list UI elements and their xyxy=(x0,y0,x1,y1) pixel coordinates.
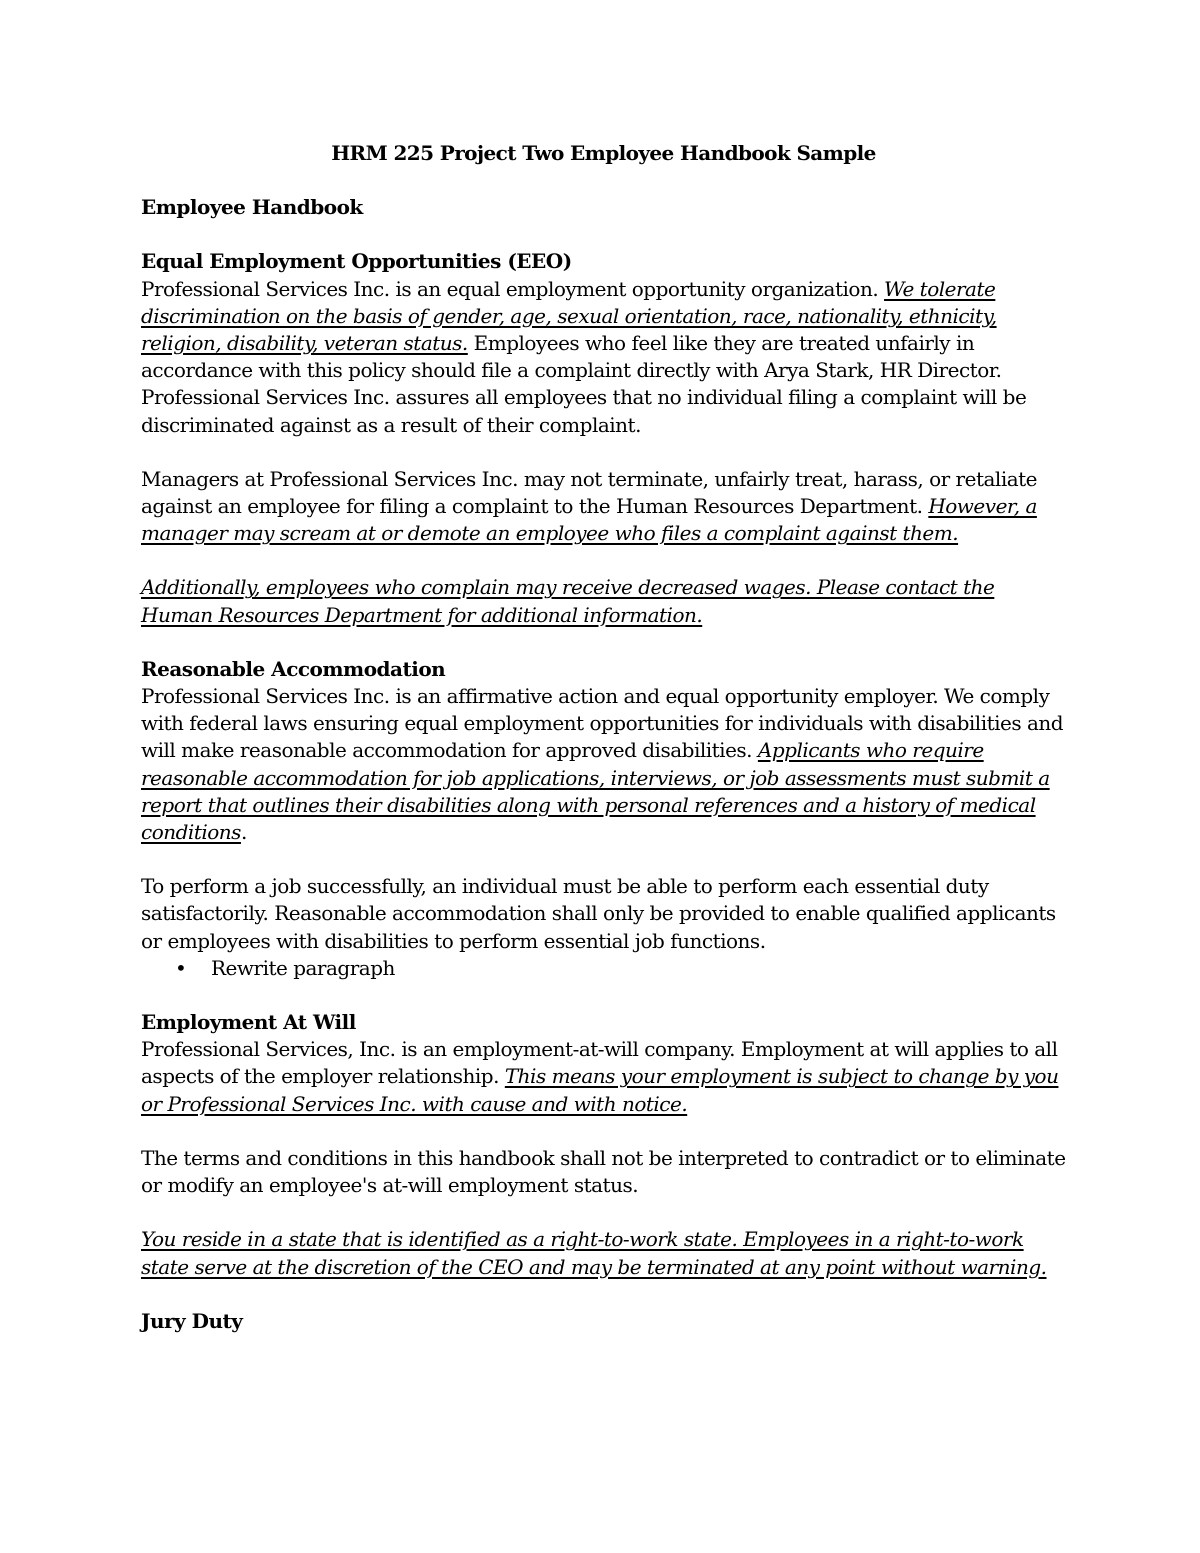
document-page xyxy=(141,140,1066,1335)
at-will-paragraph-1 xyxy=(141,1036,1066,1118)
at-will-paragraph-3 xyxy=(141,1226,1066,1280)
section-heading-at-will: Employment At Will xyxy=(141,1010,356,1035)
at-will-p1-text-a: Professional Services, Inc. is an employment-at-will company. Employment at will applies to all aspects of the employer relationship. xyxy=(141,1037,1058,1089)
section-heading-accommodation: Reasonable Accommodation xyxy=(141,656,446,681)
at-will-p1-highlight: This means your employment is subject to change by you or Professional Services Inc. with cause and with notice. xyxy=(141,1064,1059,1116)
eeo-p1-text-c: Employees who feel like they are treated unfairly in accordance with this policy should file a complaint directly with Arya Stark, HR Director. Professional Services Inc. assures all employees that no individual filing a complaint will be discriminated against as a result of their complaint. xyxy=(141,331,1027,437)
eeo-p2-highlight: However, a manager may scream at or demote an employee who files a complaint against them. xyxy=(141,494,1037,546)
eeo-p1-text-a: Professional Services Inc. is an equal employment opportunity organization. xyxy=(141,276,885,301)
document-title: HRM 225 Project Two Employee Handbook Sample xyxy=(331,141,876,165)
section-heading-eeo: Equal Employment Opportunities (EEO) xyxy=(141,249,572,274)
list-item-text: Rewrite paragraph xyxy=(211,955,395,980)
eeo-paragraph-2 xyxy=(141,466,1066,548)
eeo-paragraph-3 xyxy=(141,574,1066,628)
eeo-paragraph-1 xyxy=(141,276,1066,439)
accommodation-paragraph-2: To perform a job successfully, an individual must be able to perform each essential duty satisfactorily. Reasonable accommodation shall only be provided to enable qualified applicants or employees with disabilities to perform essential job functions. xyxy=(141,874,1056,953)
at-will-paragraph-2: The terms and conditions in this handbook shall not be interpreted to contradict or to eliminate or modify an employee's at-will employment status. xyxy=(141,1145,1066,1198)
accommodation-p1-text-a: Professional Services Inc. is an affirmative action and equal opportunity employer. We comply with federal laws ensuring equal employment opportunities for individuals with disabilities and will make reasonable accommodation for approved disabilities. xyxy=(141,684,1064,763)
eeo-p3-highlight: Additionally, employees who complain may receive decreased wages. Please contact the Human Resources Department for additional information. xyxy=(141,575,995,627)
accommodation-p1-highlight: Applicants who require reasonable accommodation for job applications, interviews, or job assessments must submit a report that outlines their disabilities along with personal references and a history of medical conditions xyxy=(141,738,1050,845)
eeo-p2-text-a: Managers at Professional Services Inc. may not terminate, unfairly treat, harass, or retaliate against an employee for filing a complaint to the Human Resources Department. xyxy=(141,466,1038,519)
list-item xyxy=(141,955,1066,982)
accommodation-paragraph-1 xyxy=(141,683,1066,846)
document-subtitle: Employee Handbook xyxy=(141,195,363,220)
at-will-p3-highlight: You reside in a state that is identified as a right-to-work state. Employees in a right-to-work state serve at the discretion of the CEO and may be terminated at any point without warning. xyxy=(141,1227,1047,1279)
accommodation-bullet-list xyxy=(141,955,1066,982)
accommodation-p1-text-c: . xyxy=(240,820,247,845)
eeo-p1-highlight: We tolerate discrimination on the basis of gender, age, sexual orientation, race, nationality, ethnicity, religion, disability, veteran status. xyxy=(141,276,997,356)
bullet-icon: • xyxy=(175,955,187,980)
section-heading-jury-duty: Jury Duty xyxy=(141,1308,243,1333)
